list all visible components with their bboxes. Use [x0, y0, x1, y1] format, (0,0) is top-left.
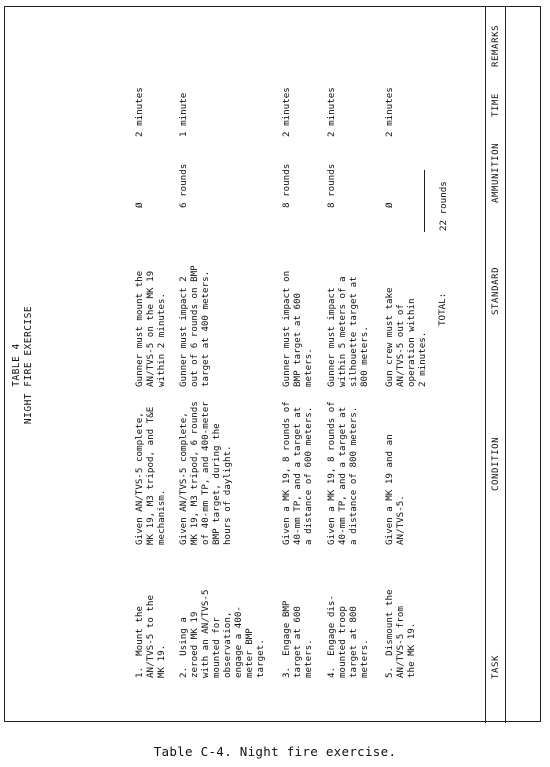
- header-rule-bottom: [505, 7, 506, 723]
- cell-task: 5. Dismount the AN/TVS-5 from the MK 19.: [384, 589, 417, 678]
- cell-ammunition: 6 rounds: [178, 163, 189, 208]
- table-title: NIGHT FIRE EXERCISE: [23, 305, 34, 425]
- cell-standard: Gun crew must take AN/TVS-5 out of operation within 2 minutes.: [384, 287, 428, 387]
- cell-condition: Given AN/TVS-5 complete, MK 19, M3 tripod, 6 rounds of 40-mm TP, and 400-meter BMP target, during the hours of daylight.: [178, 401, 233, 545]
- cell-ammunition: 8 rounds: [281, 163, 292, 208]
- cell-task: 3. Engage BMP target at 600 meters.: [281, 600, 314, 678]
- cell-standard: Gunner must impact on BMP target at 600 meters.: [281, 270, 314, 387]
- cell-standard: Gunner must mount the AN/TVS-5 on the MK 19 within 2 minutes.: [134, 270, 167, 387]
- cell-ammunition: 8 rounds: [326, 163, 337, 208]
- cell-task: 4. Engage dis- mounted troop target at 800 meters.: [326, 595, 370, 678]
- total-label: TOTAL:: [437, 292, 448, 326]
- cell-ammunition: Ø: [384, 202, 395, 208]
- cell-time: 2 minutes: [281, 87, 292, 137]
- header-condition: CONDITION: [491, 436, 501, 491]
- header-rule-top: [485, 7, 486, 723]
- header-ammunition: AMMUNITION: [491, 142, 501, 203]
- cell-condition: Given a MK 19, 8 rounds of 40-mm TP, and a target at a distance of 600 meters.: [281, 401, 314, 545]
- header-task: TASK: [491, 654, 501, 679]
- table-number: TABLE 4: [11, 343, 22, 387]
- header-standard: STANDARD: [491, 266, 501, 315]
- cell-condition: Given a MK 19, 8 rounds of 40-mm TP, and a target at a distance of 800 meters.: [326, 401, 359, 545]
- cell-time: 2 minutes: [384, 87, 395, 137]
- cell-time: 1 minute: [178, 92, 189, 137]
- cell-condition: Given a MK 19 and an AN/TVS-5.: [384, 434, 406, 545]
- cell-standard: Gunner must impact within 5 meters of a silhouette target at 800 meters.: [326, 276, 370, 387]
- cell-condition: Given AN/TVS-5 complete, MK 19, M3 tripod, and T&E mechanism.: [134, 406, 167, 545]
- cell-time: 2 minutes: [134, 87, 145, 137]
- cell-ammunition: Ø: [134, 202, 145, 208]
- rotated-table: [5, 7, 542, 723]
- total-value: 22 rounds: [438, 181, 449, 231]
- cell-task: 1. Mount the AN/TVS-5 to the MK 19.: [134, 595, 167, 678]
- cell-standard: Gunner must impact 2 out of 6 rounds on BMP target at 400 meters.: [178, 265, 211, 387]
- table-caption: Table C-4. Night fire exercise.: [153, 744, 397, 759]
- header-time: TIME: [491, 92, 501, 117]
- header-remarks: REMARKS: [491, 24, 501, 67]
- total-rule: [424, 170, 425, 232]
- cell-task: 2. Using a zeroed MK 19 with an AN/TVS-5 mounted for observation, engage a 400- meter BMP target.: [178, 589, 266, 678]
- cell-time: 2 minutes: [326, 87, 337, 137]
- table-frame: [4, 6, 541, 722]
